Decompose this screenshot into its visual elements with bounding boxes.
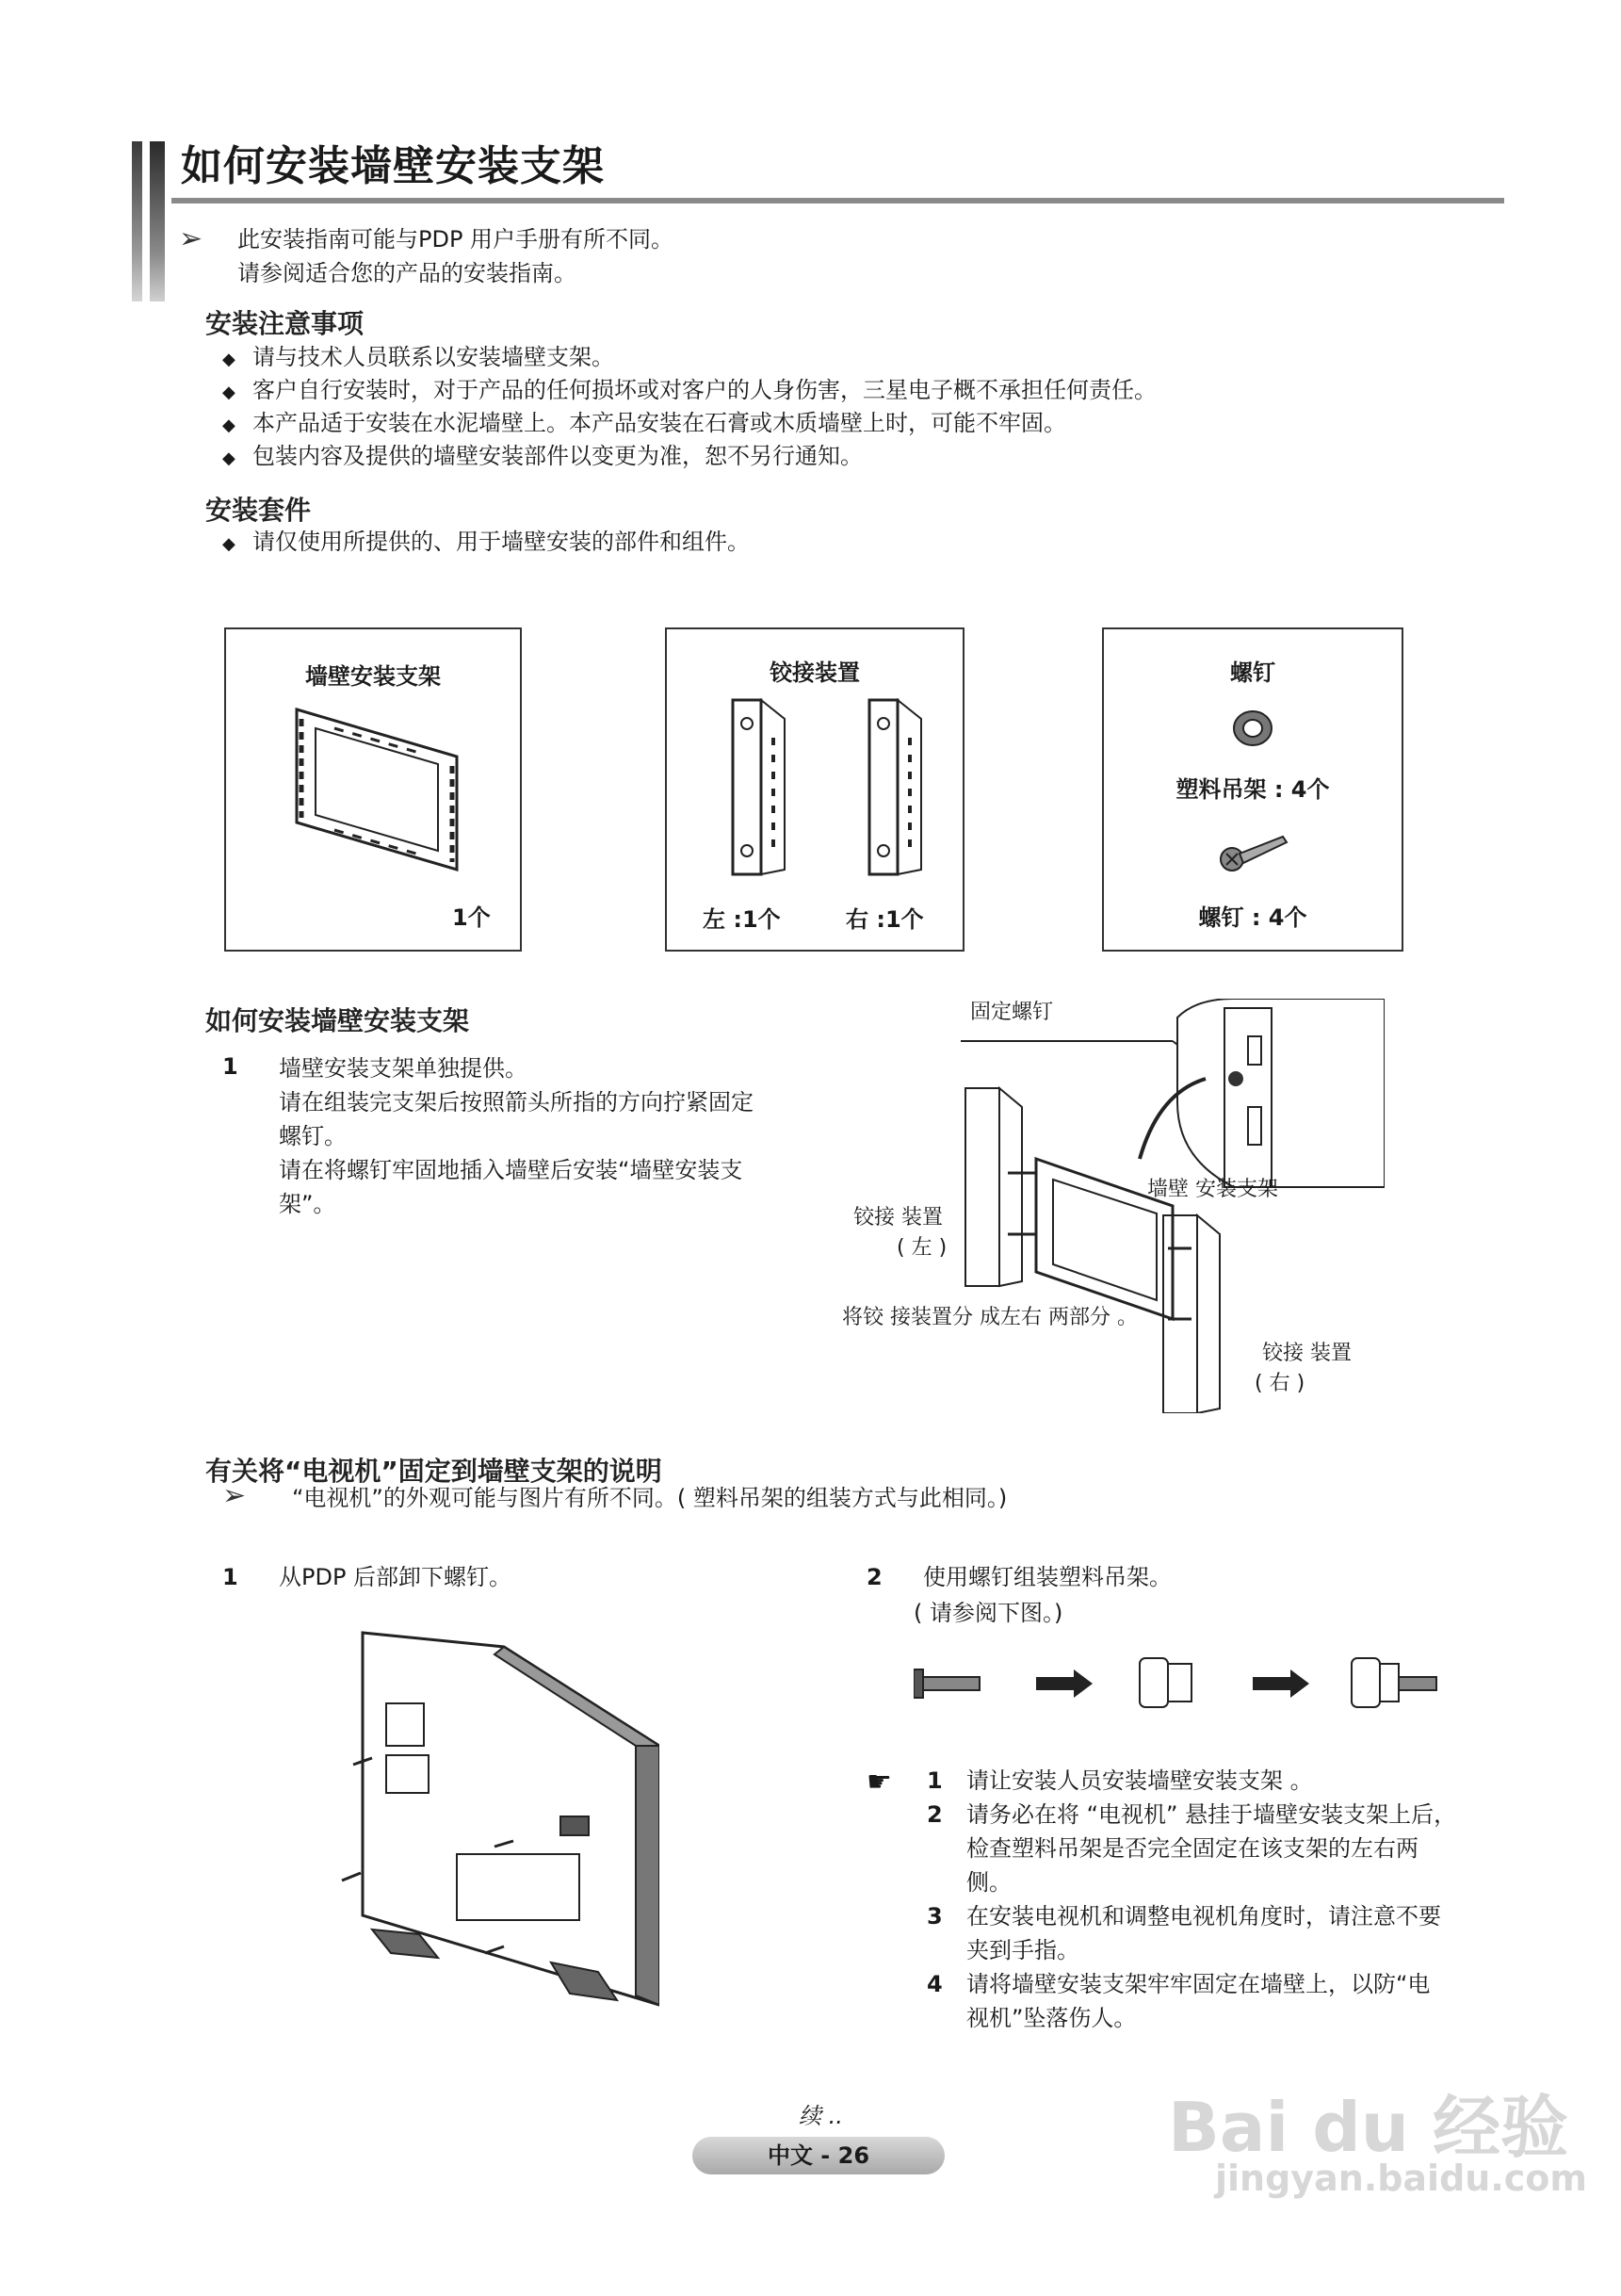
box-qty: 1个 [452, 904, 491, 931]
kit-note: ◆ 请仅使用所提供的、用于墙壁安装的部件和组件。 [222, 526, 750, 561]
hinge-left-illustration [719, 695, 803, 884]
hanger-assembly-sequence [914, 1651, 1451, 1717]
pointing-hand-icon: ☛ [867, 1766, 892, 1799]
diamond-bullet-icon: ◆ [222, 383, 235, 402]
hinge-right-illustration [855, 695, 940, 884]
plastic-hanger-icon [1224, 705, 1281, 752]
title-decor-bars [132, 141, 171, 301]
install-line: 请在组装完支架后按照箭头所指的方向拧紧固定 [279, 1089, 754, 1115]
continued-label: 续 .. [799, 2103, 843, 2129]
tv-note: “电视机”的外观可能与图片有所不同。( 塑料吊架的组装方式与此相同。) [292, 1485, 1008, 1511]
label-bracket: 墙壁 安装支架 [1147, 1178, 1278, 1201]
note-line: 侧。 [966, 1869, 1012, 1896]
precaution-item: ◆ 客户自行安装时，对于产品的任何损坏或对客户的人身伤害，三星电子概不承担任何责任。 [222, 374, 1157, 409]
screw-qty: 螺钉 : 4个 [1198, 904, 1307, 931]
note-number: 1 [927, 1767, 943, 1794]
arrow-icon: ➢ [222, 1479, 247, 1512]
label-hinge-left: 铰接 装置 [853, 1206, 943, 1229]
kit-box-screws [1102, 627, 1403, 952]
install-line: 墙壁安装支架单独提供。 [279, 1055, 527, 1082]
label-split: 将铰 接装置分 成左右 两部分 。 [842, 1306, 1138, 1329]
tv-heading: 有关将“电视机”固定到墙壁支架的说明 [205, 1456, 662, 1487]
precaution-item: ◆ 包装内容及提供的墙壁安装部件以变更为准，恕不另行通知。 [222, 440, 863, 475]
arrow-icon: ➢ [179, 222, 203, 255]
note-number: 3 [927, 1903, 943, 1930]
note-line: 请将墙壁安装支架牢牢固定在墙壁上，以防“电 [966, 1971, 1431, 1997]
label-hinge-right-side: ( 右 ) [1255, 1372, 1305, 1395]
box-title: 铰接装置 [770, 659, 860, 686]
screw-icon [1215, 829, 1290, 876]
install-line: 架”。 [279, 1191, 336, 1217]
intro-line-1: 此安装指南可能与PDP 用户手册有所不同。 [237, 226, 674, 252]
title-rule [171, 198, 1504, 204]
note-line: 请让安装人员安装墙壁安装支架 。 [966, 1767, 1313, 1794]
note-line: 视机”坠落伤人。 [966, 2005, 1137, 2031]
kit-box-bracket [224, 627, 522, 952]
watermark-url: jingyan.baidu.com [1215, 2158, 1587, 2199]
label-fix-screw: 固定螺钉 [970, 1001, 1054, 1024]
intro-line-2: 请参阅适合您的产品的安装指南。 [237, 260, 576, 286]
box-title: 墙壁安装支架 [305, 663, 441, 690]
note-line: 夹到手指。 [966, 1937, 1079, 1963]
hinge-right-qty: 右 :1个 [846, 906, 924, 933]
hinge-left-qty: 左 :1个 [703, 906, 781, 933]
note-line: 在安装电视机和调整电视机角度时，请注意不要 [966, 1903, 1441, 1930]
note-line: 检查塑料吊架是否完全固定在该支架的左右两 [966, 1835, 1418, 1862]
step-number: 2 [867, 1564, 883, 1590]
precautions-heading: 安装注意事项 [205, 308, 365, 339]
watermark-logo: Bai du 经验 [1168, 2088, 1569, 2167]
note-number: 4 [927, 1971, 943, 1997]
page-title: 如何安装墙壁安装支架 [181, 142, 605, 190]
label-hinge-right: 铰接 装置 [1262, 1342, 1352, 1365]
box-title: 螺钉 [1230, 659, 1275, 686]
diamond-bullet-icon: ◆ [222, 415, 235, 435]
install-heading: 如何安装墙壁安装支架 [205, 1005, 470, 1036]
precaution-item: ◆ 请与技术人员联系以安装墙壁支架。 [222, 341, 614, 376]
step-number: 1 [222, 1053, 238, 1080]
kit-heading: 安装套件 [205, 495, 312, 526]
wall-bracket-illustration [278, 700, 485, 879]
kit-box-hinge [665, 627, 964, 952]
note-line: 请务必在将 “电视机” 悬挂于墙壁安装支架上后， [966, 1801, 1457, 1828]
precaution-item: ◆ 本产品适于安装在水泥墙壁上。本产品安装在石膏或木质墙壁上时，可能不牢固。 [222, 407, 1066, 442]
install-line: 请在将螺钉牢固地插入墙壁后安装“墙壁安装支 [279, 1157, 743, 1183]
diamond-bullet-icon: ◆ [222, 350, 235, 369]
diamond-bullet-icon: ◆ [222, 534, 235, 554]
install-line: 螺钉。 [279, 1123, 347, 1149]
label-hinge-left-side: ( 左 ) [897, 1236, 948, 1260]
tv-step-2: 使用螺钉组装塑料吊架。 [923, 1564, 1172, 1590]
page-number-pill: 中文 - 26 [692, 2137, 945, 2174]
tv-step-1: 从PDP 后部卸下螺钉。 [279, 1564, 512, 1590]
note-number: 2 [927, 1801, 943, 1828]
tv-step-2-sub: ( 请参阅下图。) [914, 1600, 1063, 1626]
hanger-qty: 塑料吊架 : 4个 [1175, 776, 1330, 803]
step-number: 1 [222, 1564, 238, 1590]
diamond-bullet-icon: ◆ [222, 448, 235, 468]
tv-back-illustration [334, 1628, 659, 2010]
